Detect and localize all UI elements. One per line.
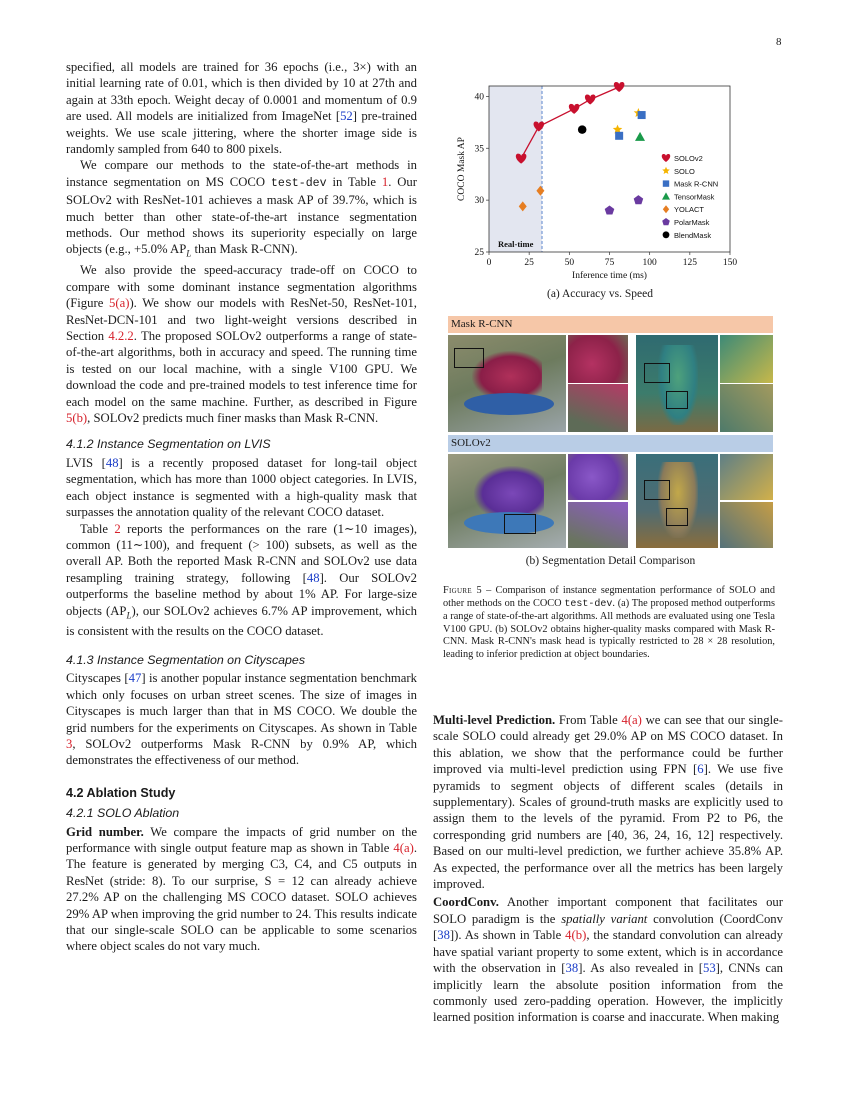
chart-legend bbox=[662, 154, 718, 240]
realtime-label: Real-time bbox=[498, 239, 534, 249]
page-number: 8 bbox=[776, 36, 782, 48]
photo-skate-mask-rcnn-zoom2 bbox=[720, 384, 773, 432]
photo-bird-solov2 bbox=[448, 454, 566, 548]
segmentation-comparison bbox=[448, 316, 773, 548]
x-axis-label: Inference time (ms) bbox=[572, 271, 647, 281]
legend-marker-solov2 bbox=[662, 154, 670, 162]
photo-skate-solov2 bbox=[636, 454, 718, 548]
paragraph-cityscapes: Cityscapes [47] is another popular instance segmentation benchmark which only focuses on urban street scenes. The size of images in Cityscapes is much larger than that in MS COCO. We double the grid numbers for the experiments on Cityscapes. As shown in Table 3, SOLOv2 outperforms Mask R-CNN by 0.9% AP, which demonstrates the effectiveness of our method. bbox=[66, 671, 417, 768]
figure-link[interactable]: 5(a) bbox=[109, 296, 130, 311]
paragraph-lvis: LVIS [48] is a recently proposed dataset for long-tail object segmentation, which has more than 1000 object categories. In LVIS, each object instance is segmented with a high-quality mask that surpasses the annotation quality of the relevant COCO dataset. bbox=[66, 455, 417, 520]
photo-bird-solov2-zoom bbox=[568, 454, 628, 500]
legend-marker-tensormask bbox=[662, 192, 670, 199]
y-tick-label: 30 bbox=[474, 196, 484, 207]
paragraph-coordconv: CoordConv. Another important component that facilitates our SOLO paradigm is the spatially variant convolution (CoordConv [38]). As shown in Table 4(b), the standard convolution can already have spatial variant property to some extent, which is in accordance with the observation in [38]. As also revealed in [53], CNNs can implicitly learn the absolute position information from the commonly used zero-padding operation. However, the implicitly learned position information is coarse and inaccurate. When making bbox=[433, 895, 783, 1025]
accuracy-speed-chart bbox=[450, 74, 750, 304]
photo-skate-mask-rcnn-zoom bbox=[720, 335, 773, 383]
legend-label-solo: SOLO bbox=[674, 166, 695, 176]
heading-4-2-1: 4.2.1 SOLO Ablation bbox=[66, 806, 180, 821]
heading-4-1-3: 4.1.3 Instance Segmentation on Cityscapes bbox=[66, 652, 306, 667]
x-tick-label: 100 bbox=[642, 258, 657, 268]
photo-bird-solov2-zoom2 bbox=[568, 502, 628, 548]
x-tick-label: 0 bbox=[486, 258, 492, 268]
y-tick-label: 40 bbox=[474, 92, 484, 103]
legend-marker-blendmask bbox=[663, 231, 670, 238]
table-link[interactable]: 4(a) bbox=[393, 840, 414, 855]
legend-marker-yolact bbox=[663, 205, 669, 213]
citation-link[interactable]: 52 bbox=[340, 109, 353, 124]
legend-marker-solo bbox=[662, 167, 670, 174]
figure-link[interactable]: 5(b) bbox=[66, 411, 88, 426]
heading-4-1-2: 4.1.2 Instance Segmentation on LVIS bbox=[66, 437, 271, 452]
left-column bbox=[66, 59, 417, 955]
paragraph-compare: We compare our methods to the state-of-the-art methods in instance segmentation on MS COCO test-dev in Table 1. Our SOLOv2 with ResNet-101 achieves a mask AP of 39.7%, which is much better than other state-of-the-art instance segmentation methods. Our method shows its superiority especially on large objects (e.g., +5.0% $AP_L$ than Mask R-CNN). bbox=[66, 158, 417, 259]
data-point-polarmask bbox=[634, 195, 644, 204]
paragraph-training: specified, all models are trained for 36 epochs (i.e., 3×) with an initial learning rate of 0.01, which is then divided by 10 at 27th and again at 33th epoch. Weight decay of 0.0001 and momentum of 0.9 are used. All models are initialized from ImageNet [52] pre-trained weights. We use scale jittering, where the shorter image side is randomly sampled from 640 to 800 pixels. bbox=[66, 60, 417, 157]
caption-a: (a) Accuracy vs. Speed bbox=[546, 288, 653, 300]
data-point-solov2 bbox=[614, 82, 625, 92]
legend-label-polarmask: PolarMask bbox=[674, 218, 710, 227]
table-link[interactable]: 3 bbox=[66, 736, 73, 751]
y-tick-label: 35 bbox=[474, 144, 484, 155]
paragraph-lvis-results: Table 2 reports the performances on the rare (1∼10 images), common (11∼100), and frequent (> 100) subsets, as well as the overall AP. Both the reported Mask R-CNN and SOLOv2 use data resampling training strategy, following [48]. Our SOLOv2 outperforms the baseline method by about 1% AP. For large-size objects $(AP_L)$, our SOLOv2 achieves 6.7% AP improvement, which is consistent with the results on the COCO dataset. bbox=[66, 521, 417, 639]
right-column bbox=[433, 712, 783, 1026]
realtime-region bbox=[489, 86, 542, 252]
y-axis-label: COCO Mask AP bbox=[457, 137, 467, 201]
heading-4-2: 4.2 Ablation Study bbox=[66, 785, 176, 800]
data-point-solov2 bbox=[585, 94, 596, 104]
paragraph-multilevel: Multi-level Prediction. From Table 4(a) we can see that our single-scale SOLO could already get 29.0% AP on MS COCO dataset. In this ablation, we show that the performance could be further improved via multi-level prediction using FPN [6]. We use five pyramids to segment objects of different scales (details in supplementary). Scales of ground-truth masks are explicitly used to assign them to the levels of the pyramid. From P2 to P6, the corresponding grid numbers are [40, 36, 24, 16, 12] respectively. Based on our multi-level prediction, we further achieve 35.8% AP. As expected, the performance over all the metrics has been largely improved. bbox=[433, 713, 783, 892]
x-tick-label: 50 bbox=[564, 258, 575, 268]
photo-bird-mask-rcnn-zoom bbox=[568, 335, 628, 383]
data-point-mask-r-cnn bbox=[615, 132, 623, 140]
citation-link[interactable]: 6 bbox=[697, 762, 704, 777]
section-link[interactable]: 4.2.2 bbox=[108, 329, 134, 344]
citation-link[interactable]: 53 bbox=[702, 961, 716, 976]
data-point-polarmask bbox=[605, 206, 615, 215]
photo-skate-solov2-zoom2 bbox=[720, 502, 773, 548]
legend-label-tensormask: TensorMask bbox=[674, 192, 715, 202]
citation-link[interactable]: 38 bbox=[565, 961, 579, 976]
legend-label-yolact: YOLACT bbox=[674, 205, 705, 215]
x-tick-label: 25 bbox=[524, 258, 534, 268]
citation-link[interactable]: 48 bbox=[306, 570, 320, 585]
y-tick-label: 25 bbox=[474, 248, 484, 258]
table-link[interactable]: 1 bbox=[381, 174, 389, 189]
label-mask-rcnn: Mask R-CNN bbox=[448, 316, 773, 333]
legend-label-mask-r-cnn: Mask R-CNN bbox=[674, 179, 719, 189]
photo-skate-solov2-zoom bbox=[720, 454, 773, 500]
data-point-solov2 bbox=[569, 104, 580, 114]
data-point-tensormask bbox=[635, 132, 645, 141]
citation-link[interactable]: 38 bbox=[437, 928, 450, 943]
paragraph-speed: We also provide the speed-accuracy trade-off on COCO to compare with some dominant instance segmentation algorithms (Figure 5(a)). We show our models with ResNet-50, ResNet-101, ResNet-DCN-101 and two light-weight versions described in Section 4.2.2. The proposed SOLOv2 outperforms a range of state-of-the-art algorithms, both in accuracy and speed. The running time is tested on our local machine, with a single V100 GPU. We download the code and pre-trained models to test inference time for each model on the same machine. Further, as described in Figure 5(b), SOLOv2 predicts much finer masks than Mask R-CNN. bbox=[66, 263, 417, 426]
data-point-mask-r-cnn bbox=[638, 111, 646, 119]
x-tick-label: 125 bbox=[682, 258, 697, 268]
x-tick-label: 75 bbox=[604, 258, 615, 268]
data-point-blendmask bbox=[578, 125, 587, 134]
photo-skate-mask-rcnn bbox=[636, 335, 718, 432]
legend-marker-mask-r-cnn bbox=[663, 180, 669, 186]
legend-label-solov2: SOLOv2 bbox=[674, 154, 703, 163]
x-tick-label: 150 bbox=[722, 258, 738, 268]
photo-bird-mask-rcnn-zoom2 bbox=[568, 384, 628, 432]
table-link[interactable]: 4(b) bbox=[565, 928, 587, 943]
citation-link[interactable]: 48 bbox=[105, 455, 119, 470]
table-link[interactable]: 2 bbox=[114, 521, 121, 536]
legend-label-blendmask: BlendMask bbox=[674, 230, 712, 240]
paragraph-grid-number: Grid number. We compare the impacts of grid number on the performance with single output feature map as shown in Table 4(a). The feature is generated by merging C3, C4, and C5 outputs in ResNet (stride: 8). To our surprise, S = 12 can already achieve 27.2% AP on the challenging MS COCO dataset. SOLO achieves 29% AP when improving the grid number to 24. This results indicate that our single-scale SOLO can be applicable to some scenarios where object scales do not vary much. bbox=[66, 824, 418, 954]
table-link[interactable]: 4(a) bbox=[621, 713, 642, 727]
caption-b: (b) Segmentation Detail Comparison bbox=[525, 555, 696, 567]
photo-bird-mask-rcnn bbox=[448, 335, 566, 432]
label-solov2: SOLOv2 bbox=[448, 435, 773, 452]
figure-5-caption: Figure 5 – Comparison of instance segmentation performance of SOLO and other methods on the COCO test-dev. (a) The proposed method outperforms a range of state-of-the-art algorithms. All methods are evaluated using one Tesla V100 GPU. (b) SOLOv2 obtains higher-quality masks compared with Mask R-CNN. Mask R-CNN's mask head is typically restricted to 28 × 28 resolution, leading to inferior prediction at object boundaries. bbox=[443, 585, 775, 660]
citation-link[interactable]: 47 bbox=[128, 671, 142, 686]
legend-marker-polarmask bbox=[662, 218, 670, 225]
